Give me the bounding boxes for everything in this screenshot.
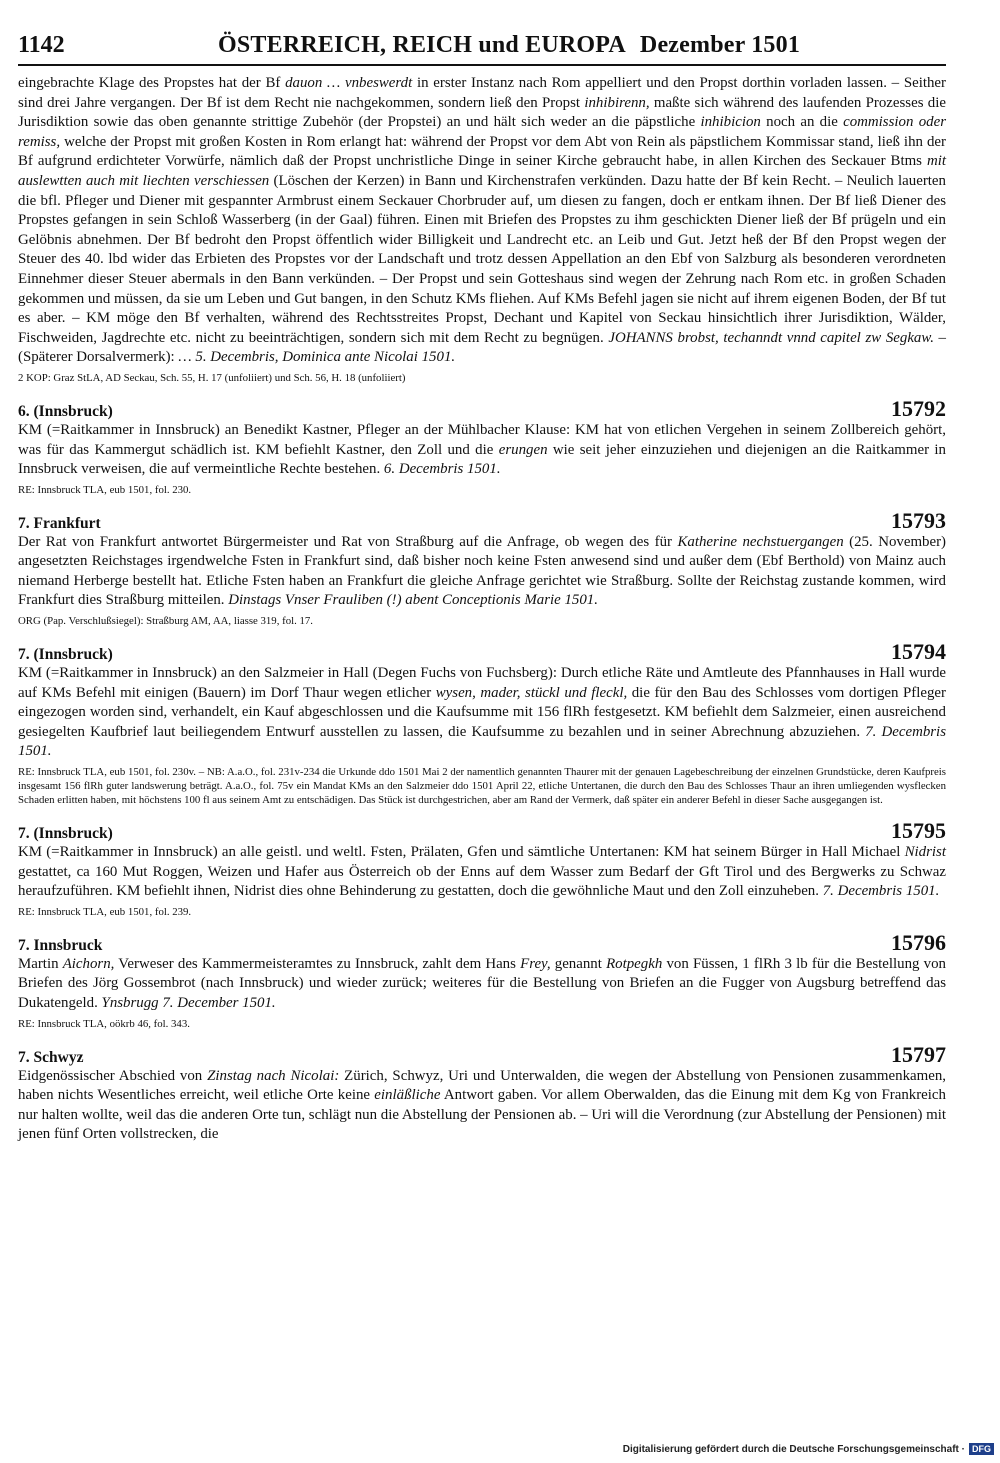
entry-number: 15792 [891,395,946,421]
entry-place-date: 7. (Innsbruck) [18,825,113,843]
digitization-footer [623,1443,994,1455]
entry-15792 [18,395,946,497]
entry-15796 [18,929,946,1031]
italic-run: Katherine nechstuergangen [677,533,844,550]
text-run: – (Späterer Dorsalvermerk): [18,329,947,366]
page-number: 1142 [18,32,65,58]
header-title: ÖSTERREICH, REICH und EUROPA [218,32,626,58]
entry-text [18,421,946,480]
italic-run: … 5. Decembris, Dominica ante Nicolai 1501. [178,349,456,366]
entry-heading [18,395,946,421]
header-date: Dezember 1501 [639,32,801,58]
source-note: 2 KOP: Graz StLA, AD Seckau, Sch. 55, H. 17 (unfoliiert) und Sch. 56, H. 18 (unfoliiert) [18,371,406,384]
italic-run: einläßliche [374,1087,441,1104]
italic-run: 7. Decembris 1501. [822,883,940,900]
italic-run: Rotpegkh [606,955,663,972]
entry-number: 15796 [891,929,946,955]
text-run: eingebrachte Klage des Propstes hat der Bf [18,75,286,91]
entry-15794 [18,641,946,807]
italic-run: Zinstag nach Nicolai: [207,1067,340,1084]
entry-number: 15797 [891,1041,946,1067]
italic-run: mit auslewtten auch mit liechten verschiessen [18,153,946,189]
italic-run: 6. Decembris 1501. [383,461,501,478]
text-run: Antwort gaben. Vor allem Oberwalden, das die Einung mit dem Kg von Frankreich nur halten wollte, weil das die anderen Orte tun, schlägt nun die Abstellung der Pensionen ab. – Uri will die Verordnung (zur Abstellung der Pensionen) mit jenen fünf Orten vollstrecken, die [18,1087,946,1143]
italic-run: commission oder remiss, [18,114,946,150]
italic-run: Nidrist [904,844,946,861]
entry-text [18,533,946,611]
entry-heading [18,641,946,664]
text-run: von Füssen, 1 flRh 3 lb für die Bestellung von Briefen des Jörg Gossembrot (nach Innsbruck) und wieder zurück; weiteres für die Bestellung von Briefen an die Fugger von Augsburg betreffend das Dukatengeld. [18,955,946,1011]
text-run: noch an die [760,114,844,131]
entry-text [18,664,946,762]
entry-text [18,843,946,902]
entry-place-date: 7. Schwyz [18,1048,84,1066]
text-run: wie seit jeher einzuziehen und diejenigen an die Raitkammer in Innsbruck verweisen, die auf vermeintliche Rechte bestehen. [18,441,946,478]
entry-heading [18,1041,946,1067]
text-run: KM (=Raitkammer in Innsbruck) an alle geistl. und weltl. Fsten, Prälaten, Gfen und sämtliche Untertanen: KM hat seinem Bürger in Hall Michael [18,844,905,861]
italic-run: Dinstags Vnser Frauliben (!) abent Conceptionis Marie 1501. [228,592,598,609]
italic-run: Aichorn, [62,955,115,972]
text-run: Eidgenössischer Abschied von [18,1067,208,1084]
text-run: gestattet, ca 160 Mut Roggen, Weizen und Hafer aus Österreich ob der Enns auf dem Wasser zum Bedarf der Gft Tirol und des Bergwerks zu Schwaz heraufzuführen. KM befiehlt ihnen, Nidrist dies ohne Behinderung zu gestatten, doch die gewöhnliche Maut und den Zoll einzuheben. [18,863,946,900]
text-run: (25. November) angesetzten Reichstages irgendwelche Fsten in Frankfurt sind, daß bisher noch keine Fsten anwesend sind und außer dem (Ebf Berthold) von Mainz auch niemand Herberge bestellt hat. Etliche Fsten haben an Frankfurt die gleiche Anfrage gerichtet wie Straßburg. Sollte der Reichstag zustande kommen, wird Frankfurt dies Straßburg mitteilen. [18,533,947,609]
text-run: Der Rat von Frankfurt antwortet Bürgermeister und Rat von Straßburg auf die Anfrage, ob wegen des für [18,533,678,550]
entry-place-date: 6. (Innsbruck) [18,402,113,420]
entry-number: 15795 [891,818,946,844]
text-run: in erster Instanz nach Rom appelliert und den Propst dorthin vorladen lassen. – Seither sind drei Jahre vergangen. Der Bf ist dem Recht nie nachgekommen, sondern ließ den Propst [18,75,946,111]
text-run: (Löschen der Kerzen) in Bann und Kirchenstrafen verkünden. Dazu hatte der Bf kein Recht. – Neulich lauerten die bfl. Pfleger und Diener mit gespannter Armbrust einem Seckauer Chorbruder auf, um diesen zu fangen, doch er entkam ihnen. Der Bf ließ Diener des Propstes gefangen in sein Schloß Wasserberg (in der Gaal) führen. Einen mit Briefen des Propstes zu ihm geschickten Diener ließ der Bf prügeln und ein Gelöbnis abnehmen. Der Bf bedroht den Propst öffentlich wider Billigkeit und Landrecht etc. an Leib und Gut. Jetzt heß der Bf den Propst wegen der Steuer des 40. lbd wider das Erbieten des Propstes vor der Landschaft und trotz dessen Appellation an den Ebf von Salzburg als besonderen verordneten Einnehmer dieser Steuer abermals in den Bann verkünden. – Der Propst und sein Gotteshaus sind wegen der Zehrung nach Rom etc. in großen Schaden gekommen und müssen, da sie um Leben und Gut bangen, in den Schutz KMs fliehen. Auf KMs Befehl jagen sie nicht auf ihrem eigenen Boden, der Bf tut es aber. – KM möge den Bf verhalten, während des Rechtsstreites Propst, Dechant und Kapitel von Seckau hinsichtlich ihrer Jurisdiktion, Wälder, Fischweiden, Jagdrechte etc. nicht zu beeinträchtigen, sondern sich mit dem Recht zu begnügen. [18,172,946,346]
italic-run: inhibicion [700,114,761,131]
entry-number: 15793 [891,507,946,533]
source-note: RE: Innsbruck TLA, eub 1501, fol. 230v. – NB: A.a.O., fol. 231v-234 die Urkunde ddo 1501 Mai 2 der namentlich genannten Thaurer mit der genauen Lagebeschreibung der einzelnen Grundstücke, deren Kaufpreis insgesamt 156 flRh guter landswerung beträgt. A.a.O., fol. 75v ein Mandat KMs an den Salzmeier ddo 1501 April 22, etliche Untertanen, die durch den Bau des Schlosses Thaur an ihren umliegenden wysflecken Schaden erlitten haben, mit höchstens 100 fl aus seinem Amt zu entschädigen. Das Stück ist durchgestrichen, aber am Rand der Vermerk, daß später ein anderer Befehl in dieser Sache ausgegangen ist. [18,766,946,807]
entry-heading [18,929,946,955]
italic-run: JOHANNS brobst, techanndt vnnd capitel zw Segkaw. [608,329,934,346]
source-note: RE: Innsbruck TLA, oökrb 46, fol. 343. [18,1017,190,1030]
italic-run: erungen [498,441,548,458]
entry-15793 [18,507,947,628]
entry-number: 15794 [891,639,946,665]
text-run: Verweser des Kammermeisteramtes zu Innsbruck, zahlt dem Hans [114,955,521,972]
running-header [18,30,946,66]
italic-run: inhibirenn, [584,94,650,111]
running-title [218,32,800,59]
italic-run: wysen, mader, stückl und fleckl, [435,684,628,701]
text-run: KM (=Raitkammer in Innsbruck) an Benedikt Kastner, Pfleger an der Mühlbacher Klause: KM hat von etlichen Vergehen in seinem Zollbereich gehört, was für das Kammergut schädlich ist. KM befiehlt Kastner, den Zoll und die [18,421,946,458]
source-note: ORG (Pap. Verschlußsiegel): Straßburg AM, AA, liasse 319, fol. 17. [18,615,313,628]
text-run: Martin [18,955,63,972]
source-note: RE: Innsbruck TLA, eub 1501, fol. 239. [18,905,192,918]
entry-place-date: 7. Innsbruck [18,936,103,954]
italic-run: 7. Decembris 1501. [18,723,946,760]
text-run: KM (=Raitkammer in Innsbruck) an den Salzmeier in Hall (Degen Fuchs von Fuchsberg): Durch etliche Räte und Amtleute des Pfannhauses in Hall wurde auf KMs Befehl mit einigen (Bauern) im Dorf Thaur wegen etlicher [18,665,946,701]
entry-heading [18,820,946,843]
footer-text: Digitalisierung gefördert durch die Deutsche Forschungsgemeinschaft · [622,1443,965,1455]
continued-entry-text [18,74,946,368]
text-run: Zürich, Schwyz, Uri und Unterwalden, die wegen der Abstellung von Pensionen zusammenkamen, haben nichts Wesentliches erreicht, weil etliche Orte keine [18,1067,946,1104]
text-run: die für den Bau des Schlosses vom dortigen Pfleger eingezogen worden sind, verhandelt, ein Kauf abgeschlossen und die Kaufsumme mit 156 flRh festgesetzt. KM befiehlt dem Salzmeier, einen ausreichend gesiegelten Kaufbrief laut beiliegendem Entwurf ausstellen zu lassen, die Kaufsumme zu bezahlen und in seiner Abrechnung abzuziehen. [18,684,947,740]
entry-15797 [18,1041,946,1145]
source-note: RE: Innsbruck TLA, eub 1501, fol. 230. [18,483,192,496]
italic-run: dauon … vnbeswerdt [285,75,413,91]
text-run: welche der Propst mit großen Kosten in Rom erlangt hat: während der Propst vor dem Abt von Rein als päpstlichem Kommissar stand, ließ ihn der Bf aufgrund erdichteter Vorwürfe, nämlich daß der Propst unchristliche Dinge in seiner Kirche gebraucht habe, in allen Kirchen des Seckauer Btms [18,133,946,170]
entry-15795 [18,820,946,919]
text-run: maßte sich während des laufenden Prozesses die Jurisdiktion sowie das oben genannte strittige Zubehör (der Propstei) an und hält sich weder an die päpstliche [18,94,946,131]
entry-text [18,955,946,1014]
text-run: genannt [550,955,607,972]
entry-text [18,1067,946,1145]
entry-heading [18,507,946,533]
entry-place-date: 7. (Innsbruck) [18,646,113,664]
italic-run: Ynsbrugg 7. December 1501. [101,995,276,1011]
dfg-logo: DFG [969,1443,994,1455]
page [18,30,946,1145]
entry-place-date: 7. Frankfurt [18,514,101,532]
italic-run: Frey, [520,955,551,972]
